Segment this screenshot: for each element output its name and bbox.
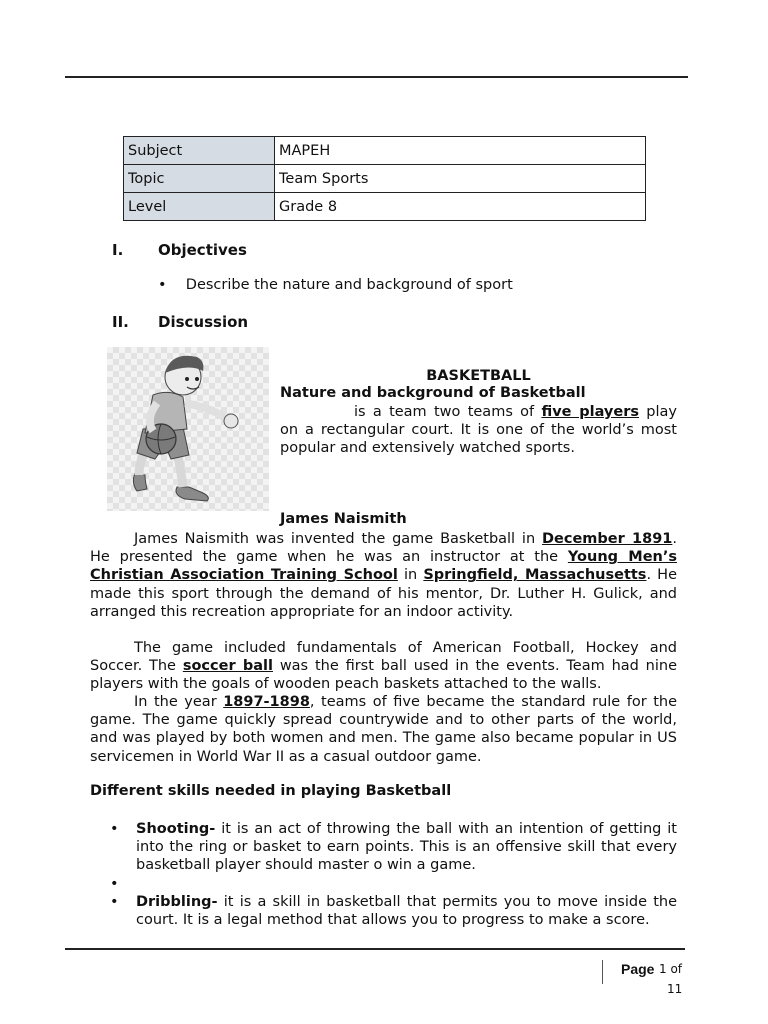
bullet-dot: • [110,875,119,892]
section-number: I. [112,241,124,259]
table-value: Grade 8 [275,193,646,221]
place-highlight: Springfield, Massachusetts [423,567,647,584]
naismith-title: James Naismith [280,511,407,527]
table-value: MAPEH [275,137,646,165]
list-item [90,820,677,875]
lesson-info-table [123,136,646,221]
basketball-player-icon [107,347,269,511]
skills-list [90,820,677,929]
soccer-ball-highlight: soccer ball [182,658,273,675]
table-row [124,137,646,165]
skill-description: it is a skill in basketball that permits you to move inside the court. It is a legal method that allows you to progress to make a score. [136,893,677,928]
page-footer [602,960,683,996]
text-run: is a team two teams of [354,404,542,420]
bullet-dot: • [110,821,119,837]
date-highlight: December 1891 [541,531,673,547]
table-row [124,165,646,193]
naismith-paragraph-2 [90,639,677,694]
section-number: II. [112,313,129,331]
text-run: . He made this sport through the demand of his mentor, Dr. Luther H. Gulick, and arranged this recreation appropriate for an indoor activity. [90,567,677,620]
list-item [90,893,677,929]
text-run: The game included fundamentals of American Football, Hockey and Soccer. The [90,640,677,675]
naismith-paragraph-3 [90,693,677,766]
text-run: play on a rectangular court. It is one of the world’s most popular and extensively watched sports. [280,404,677,457]
five-players-highlight: five players [541,404,639,420]
text-run: , teams of five became the standard rule for the game. The game quickly spread countrywide and to other parts of the world, and was played by both women and men. The game also became popular in US servicemen in World War II as a casual outdoor game. [90,694,677,765]
basketball-description [280,403,677,458]
skill-term: Shooting- [136,821,216,837]
section-title: Discussion [158,313,249,331]
list-item [90,875,677,893]
table-key: Level [124,193,275,221]
section-title: Objectives [158,241,247,259]
school-highlight: Young Men’s Christian Association Training School [90,549,677,584]
text-run: In the year [134,694,224,710]
table-value: Team Sports [275,165,646,193]
skill-description: it is an act of throwing the ball with an intention of getting it into the ring or basket to earn points. This is an offensive skill that every basketball player should master o win a game. [136,821,677,874]
bullet-dot: • [158,277,167,293]
footer-rule [65,948,685,950]
table-key: Subject [124,137,275,165]
text-run: in [397,567,424,584]
bullet-dot: • [110,893,119,910]
year-highlight: 1897-1898 [223,694,310,710]
text-run: James Naismith was invented the game Basketball in [134,531,542,547]
page-label: Page [621,961,655,977]
text-run: . He presented the game when he was an instructor at the [90,531,677,566]
basketball-title: BASKETBALL [426,368,531,384]
table-row [124,193,646,221]
page-number: 1 of [659,962,683,976]
table-key: Topic [124,165,275,193]
text-run: was the first ball used in the events. Team had nine players with the goals of wooden peach baskets attached to the walls. [90,658,678,693]
page-total: 11 [667,982,683,996]
header-rule [65,76,688,78]
skills-heading: Different skills needed in playing Basketball [90,783,452,799]
naismith-paragraph-1 [90,530,677,621]
skill-term: Dribbling- [136,893,218,910]
objective-bullet [158,277,513,293]
objective-text: Describe the nature and background of sport [185,277,513,293]
basketball-subtitle: Nature and background of Basketball [280,385,586,401]
